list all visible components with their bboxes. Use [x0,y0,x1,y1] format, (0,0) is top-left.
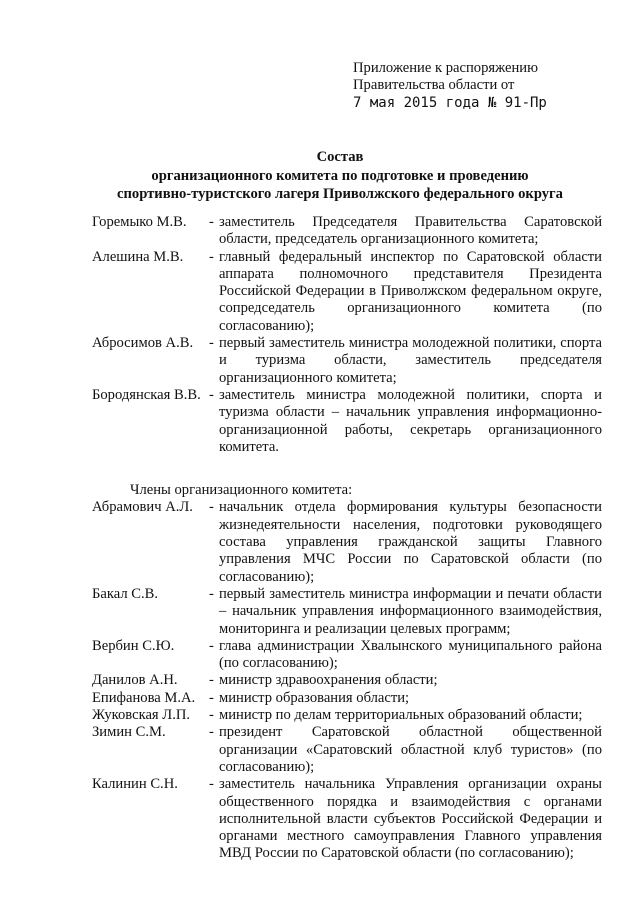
entry-dash: - [209,672,214,689]
roster-entry [92,249,602,335]
entry-dash: - [209,214,214,230]
roster-entry [92,387,602,456]
appendix-reference [353,60,623,112]
entry-dash: - [209,248,214,265]
member-position: заместитель министра молодежной политики, спорта и туризма области – начальник управления информационно-организационной работы, секретарь организационного комитета. [219,386,602,455]
committee-roster [92,214,602,863]
entry-dash: - [209,707,214,724]
members-heading: Члены организационного комитета: [130,482,353,499]
entry-dash: - [209,637,214,654]
entry-dash: - [209,335,214,352]
appendix-line-2: Правительства области от [353,77,515,94]
roster-entry [92,724,602,776]
member-name: Зимин С.М. [92,724,166,741]
leadership-list [92,214,602,456]
member-position: заместитель Председателя Правительства Саратовской области, председатель организационного комитета; [219,214,602,248]
member-name: Вербин С.Ю. [92,637,175,654]
member-name: Бородянская В.В. [92,386,201,403]
member-name: Калинин С.Н. [92,776,178,793]
member-position: начальник отдела формирования культуры безопасности жизнедеятельности населения, подготовки руководящего состава управления гражданской защиты Главного управления МЧС России по Саратовской области (по согласованию); [219,499,602,585]
roster-entry [92,214,602,249]
member-position: заместитель начальника Управления организации охраны общественного порядка и взаимодействия с органами исполнительной власти субъектов Российской Федерации и органами местного самоуправления Главного управления МВД России по Саратовской области (по согласованию); [219,776,602,862]
roster-entry [92,672,602,689]
roster-entry [92,499,602,585]
entry-dash: - [209,585,214,602]
member-name: Епифанова М.А. [92,689,196,706]
member-position: министр образования области; [219,689,410,706]
roster-entry [92,638,602,673]
title-line-3: спортивно-туристского лагеря Приволжского федерального округа [117,186,563,202]
appendix-line-1: Приложение к распоряжению [353,60,538,76]
document-title [60,148,620,204]
members-list [92,499,602,862]
entry-dash: - [209,499,214,516]
entry-dash: - [209,776,214,793]
entry-dash: - [209,386,214,403]
member-name: Горемыко М.В. [92,214,187,230]
member-name: Абрамович А.Л. [92,499,193,516]
roster-entry [92,707,602,724]
member-name: Жуковская Л.П. [92,707,191,724]
entry-dash: - [209,689,214,706]
member-position: глава администрации Хвалынского муниципального района (по согласованию); [219,637,602,672]
roster-entry [92,335,602,387]
member-position: первый заместитель министра молодежной политики, спорта и туризма области, заместитель председателя организационного комитета; [219,335,602,386]
member-name: Бакал С.В. [92,585,159,602]
member-name: Абросимов А.В. [92,335,194,352]
appendix-date-line: 7 мая 2015 года № 91-Пр [353,94,547,111]
title-line-1: Состав [316,149,364,165]
member-position: министр здравоохранения области; [219,672,438,689]
member-position: первый заместитель министра информации и печати области – начальник управления информационного взаимодействия, мониторинга и реализации целевых программ; [219,585,602,637]
member-position: главный федеральный инспектор по Саратовской области аппарата полномочного представителя Президента Российской Федерации в Приволжском федеральном округе, сопредседатель организационного комитета (по согласованию); [219,248,602,334]
member-name: Данилов А.Н. [92,672,178,689]
entry-dash: - [209,724,214,741]
roster-entry [92,586,602,638]
roster-entry [92,776,602,862]
roster-entry [92,690,602,707]
member-position: президент Саратовской областной общественной организации «Саратовский областной клуб туристов» (по согласованию); [219,724,602,775]
member-position: министр по делам территориальных образований области; [219,707,583,724]
member-name: Алешина М.В. [92,248,184,265]
title-line-2: организационного комитета по подготовке и проведению [151,167,529,184]
